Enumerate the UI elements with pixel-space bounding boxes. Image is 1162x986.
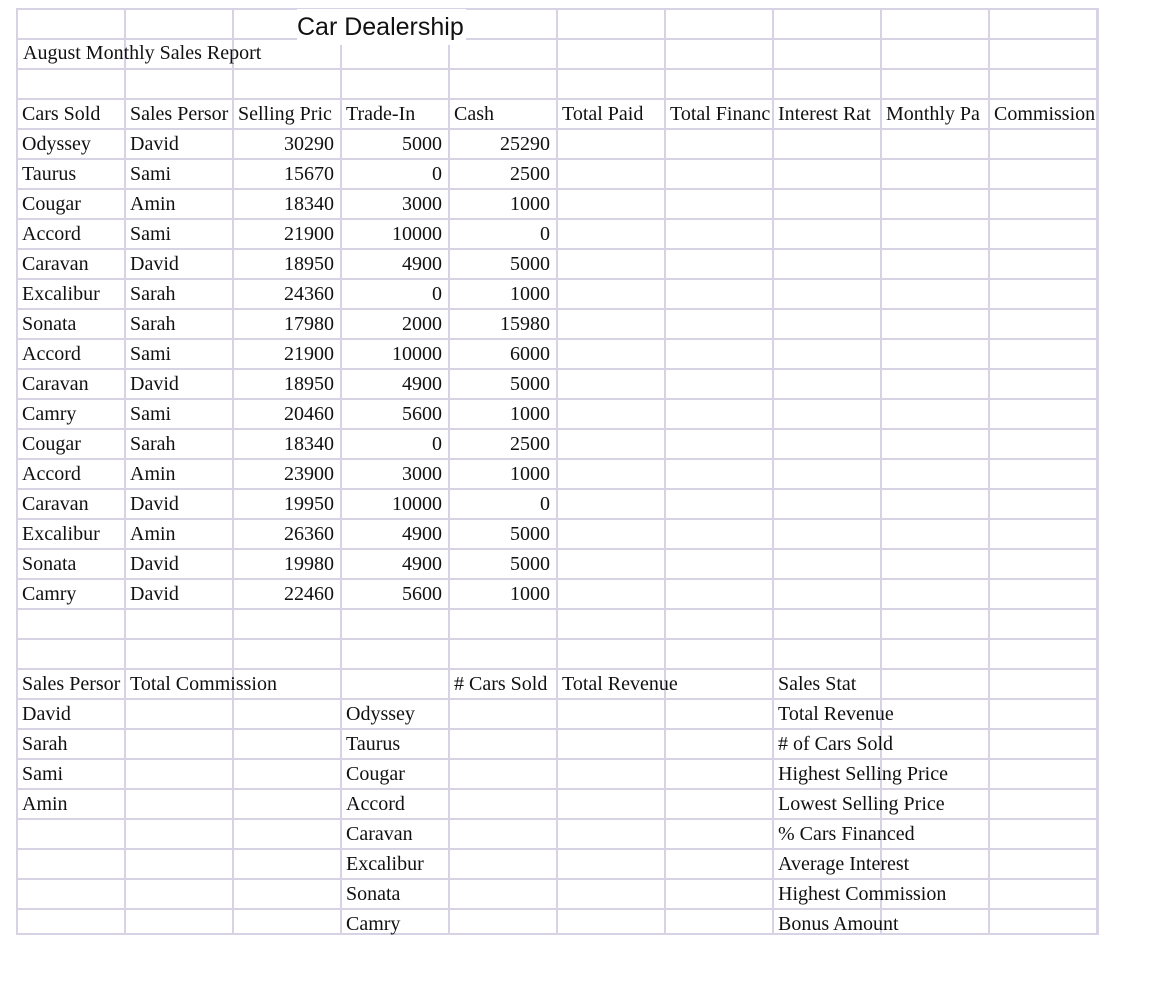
- sales-person-cell[interactable]: Amin: [130, 463, 176, 485]
- sales-person-cell[interactable]: Sarah: [130, 283, 176, 305]
- car-model-cell[interactable]: Sonata: [22, 313, 77, 335]
- trade-in-cell[interactable]: 5600: [402, 583, 442, 605]
- header-cars-sold[interactable]: Cars Sold: [22, 103, 101, 125]
- trade-in-cell[interactable]: 3000: [402, 463, 442, 485]
- model-name-cell[interactable]: Caravan: [346, 823, 413, 845]
- model-name-cell[interactable]: Camry: [346, 913, 401, 935]
- cash-cell[interactable]: 5000: [510, 373, 550, 395]
- selling-price-cell[interactable]: 22460: [284, 583, 334, 605]
- car-model-cell[interactable]: Excalibur: [22, 283, 100, 305]
- selling-price-cell[interactable]: 30290: [284, 133, 334, 155]
- car-model-cell[interactable]: Accord: [22, 343, 81, 365]
- commission-person-cell[interactable]: Sami: [22, 763, 64, 785]
- selling-price-cell[interactable]: 18950: [284, 373, 334, 395]
- stats-label-cell[interactable]: # of Cars Sold: [778, 733, 893, 755]
- car-model-cell[interactable]: Camry: [22, 583, 77, 605]
- selling-price-cell[interactable]: 17980: [284, 313, 334, 335]
- selling-price-cell[interactable]: 18950: [284, 253, 334, 275]
- header-cash[interactable]: Cash: [454, 103, 494, 125]
- cash-cell[interactable]: 6000: [510, 343, 550, 365]
- selling-price-cell[interactable]: 19980: [284, 553, 334, 575]
- trade-in-cell[interactable]: 10000: [392, 223, 442, 245]
- commission-header-person[interactable]: Sales Persor: [22, 673, 121, 695]
- trade-in-cell[interactable]: 3000: [402, 193, 442, 215]
- sales-person-cell[interactable]: Sarah: [130, 313, 176, 335]
- model-name-cell[interactable]: Excalibur: [346, 853, 424, 875]
- sales-person-cell[interactable]: Sami: [130, 403, 172, 425]
- car-model-cell[interactable]: Cougar: [22, 433, 81, 455]
- header-total-financed[interactable]: Total Financ: [670, 103, 771, 125]
- stats-label-cell[interactable]: Bonus Amount: [778, 913, 899, 935]
- sheet-title: Car Dealership: [297, 9, 466, 45]
- cash-cell[interactable]: 0: [540, 493, 550, 515]
- car-model-cell[interactable]: Camry: [22, 403, 77, 425]
- selling-price-cell[interactable]: 21900: [284, 343, 334, 365]
- sales-person-cell[interactable]: David: [130, 493, 179, 515]
- sales-person-cell[interactable]: David: [130, 133, 179, 155]
- trade-in-cell[interactable]: 0: [432, 283, 442, 305]
- sales-person-cell[interactable]: Amin: [130, 193, 176, 215]
- stats-label-cell[interactable]: Highest Selling Price: [778, 763, 948, 785]
- cash-cell[interactable]: 1000: [510, 193, 550, 215]
- trade-in-cell[interactable]: 0: [432, 163, 442, 185]
- model-name-cell[interactable]: Taurus: [346, 733, 401, 755]
- header-commission[interactable]: Commission: [994, 103, 1096, 125]
- cash-cell[interactable]: 5000: [510, 553, 550, 575]
- sales-person-cell[interactable]: Sami: [130, 223, 172, 245]
- sales-person-cell[interactable]: David: [130, 583, 179, 605]
- stats-header[interactable]: Sales Stat: [778, 673, 857, 695]
- car-model-cell[interactable]: Cougar: [22, 193, 81, 215]
- stats-label-cell[interactable]: Lowest Selling Price: [778, 793, 945, 815]
- trade-in-cell[interactable]: 0: [432, 433, 442, 455]
- car-model-cell[interactable]: Caravan: [22, 253, 89, 275]
- selling-price-cell[interactable]: 19950: [284, 493, 334, 515]
- cash-cell[interactable]: 1000: [510, 283, 550, 305]
- car-model-cell[interactable]: Odyssey: [22, 133, 91, 155]
- cash-cell[interactable]: 15980: [500, 313, 550, 335]
- stats-label-cell[interactable]: Average Interest: [778, 853, 910, 875]
- sales-person-cell[interactable]: David: [130, 553, 179, 575]
- trade-in-cell[interactable]: 4900: [402, 253, 442, 275]
- sales-person-cell[interactable]: David: [130, 253, 179, 275]
- car-model-cell[interactable]: Caravan: [22, 493, 89, 515]
- stats-label-cell[interactable]: Total Revenue: [778, 703, 894, 725]
- trade-in-cell[interactable]: 4900: [402, 553, 442, 575]
- header-selling-price[interactable]: Selling Pric: [238, 103, 332, 125]
- model-name-cell[interactable]: Sonata: [346, 883, 401, 905]
- selling-price-cell[interactable]: 21900: [284, 223, 334, 245]
- car-model-cell[interactable]: Accord: [22, 463, 81, 485]
- selling-price-cell[interactable]: 15670: [284, 163, 334, 185]
- model-header-cars-sold[interactable]: # Cars Sold: [454, 673, 548, 695]
- model-name-cell[interactable]: Odyssey: [346, 703, 415, 725]
- commission-person-cell[interactable]: Sarah: [22, 733, 68, 755]
- stats-label-cell[interactable]: % Cars Financed: [778, 823, 915, 845]
- trade-in-cell[interactable]: 4900: [402, 523, 442, 545]
- selling-price-cell[interactable]: 18340: [284, 433, 334, 455]
- cash-cell[interactable]: 2500: [510, 433, 550, 455]
- car-model-cell[interactable]: Taurus: [22, 163, 77, 185]
- cash-cell[interactable]: 5000: [510, 253, 550, 275]
- model-header-total-revenue[interactable]: Total Revenue: [562, 673, 678, 695]
- trade-in-cell[interactable]: 2000: [402, 313, 442, 335]
- sales-person-cell[interactable]: Amin: [130, 523, 176, 545]
- cash-cell[interactable]: 1000: [510, 403, 550, 425]
- cash-cell[interactable]: 0: [540, 223, 550, 245]
- sales-person-cell[interactable]: Sami: [130, 163, 172, 185]
- header-interest-rate[interactable]: Interest Rat: [778, 103, 871, 125]
- cash-cell[interactable]: 1000: [510, 463, 550, 485]
- selling-price-cell[interactable]: 26360: [284, 523, 334, 545]
- selling-price-cell[interactable]: 20460: [284, 403, 334, 425]
- selling-price-cell[interactable]: 23900: [284, 463, 334, 485]
- header-total-paid[interactable]: Total Paid: [562, 103, 644, 125]
- selling-price-cell[interactable]: 24360: [284, 283, 334, 305]
- cash-cell[interactable]: 25290: [500, 133, 550, 155]
- car-model-cell[interactable]: Accord: [22, 223, 81, 245]
- car-model-cell[interactable]: Caravan: [22, 373, 89, 395]
- trade-in-cell[interactable]: 10000: [392, 343, 442, 365]
- car-model-cell[interactable]: Excalibur: [22, 523, 100, 545]
- header-trade-in[interactable]: Trade-In: [346, 103, 416, 125]
- cash-cell[interactable]: 1000: [510, 583, 550, 605]
- commission-person-cell[interactable]: David: [22, 703, 71, 725]
- header-monthly-payment[interactable]: Monthly Pa: [886, 103, 980, 125]
- stats-label-cell[interactable]: Highest Commission: [778, 883, 947, 905]
- trade-in-cell[interactable]: 5600: [402, 403, 442, 425]
- trade-in-cell[interactable]: 10000: [392, 493, 442, 515]
- trade-in-cell[interactable]: 5000: [402, 133, 442, 155]
- cash-cell[interactable]: 5000: [510, 523, 550, 545]
- sales-person-cell[interactable]: Sami: [130, 343, 172, 365]
- sheet-subtitle: August Monthly Sales Report: [23, 42, 262, 64]
- cash-cell[interactable]: 2500: [510, 163, 550, 185]
- header-sales-person[interactable]: Sales Persor: [130, 103, 229, 125]
- model-name-cell[interactable]: Accord: [346, 793, 405, 815]
- trade-in-cell[interactable]: 4900: [402, 373, 442, 395]
- selling-price-cell[interactable]: 18340: [284, 193, 334, 215]
- commission-header-total[interactable]: Total Commission: [130, 673, 277, 695]
- commission-person-cell[interactable]: Amin: [22, 793, 68, 815]
- model-name-cell[interactable]: Cougar: [346, 763, 405, 785]
- sales-person-cell[interactable]: David: [130, 373, 179, 395]
- car-model-cell[interactable]: Sonata: [22, 553, 77, 575]
- sales-person-cell[interactable]: Sarah: [130, 433, 176, 455]
